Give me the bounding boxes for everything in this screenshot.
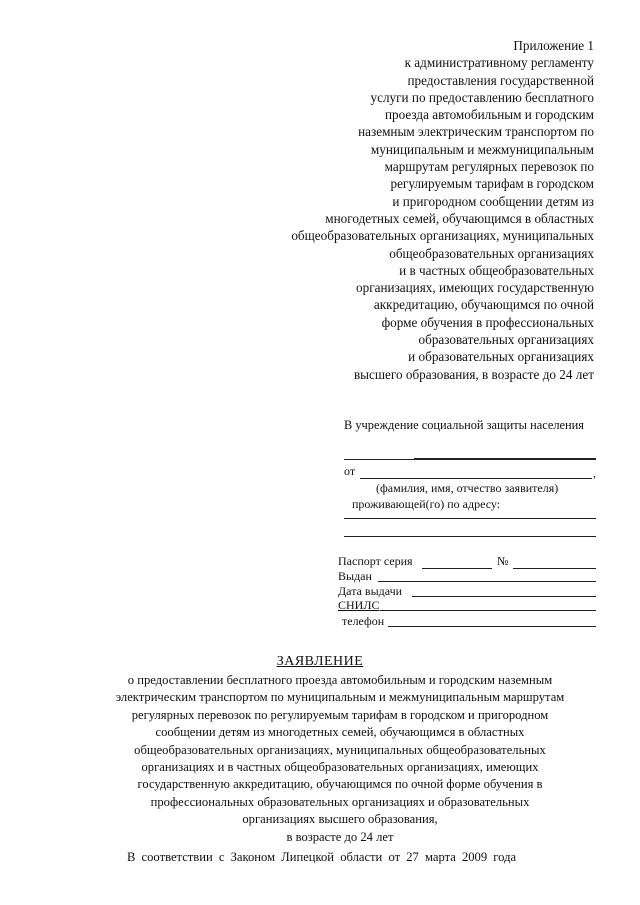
subject-line: электрическим транспортом по муниципальным и межмуниципальным маршрутам bbox=[115, 690, 565, 705]
appendix-line: муниципальным и межмуниципальным bbox=[370, 141, 594, 157]
appendix-line: к административному регламенту bbox=[404, 55, 594, 71]
appendix-line: услуги по предоставлению бесплатного bbox=[370, 89, 594, 105]
appendix-line: форме обучения в профессиональных bbox=[381, 314, 594, 330]
appendix-line: образовательных организациях bbox=[418, 332, 594, 348]
appendix-line: общеобразовательных организациях, муниципальных bbox=[291, 228, 594, 244]
institution-blank-right[interactable] bbox=[414, 458, 596, 460]
appendix-line: организациях, имеющих государственную bbox=[356, 280, 594, 296]
issue-date-field[interactable] bbox=[412, 596, 596, 597]
address-label: проживающей(го) по адресу: bbox=[352, 497, 501, 511]
address-field-line-2[interactable] bbox=[344, 536, 596, 537]
statement-body-first-line: В соответствии с Законом Липецкой области от 27 марта 2009 года bbox=[127, 850, 517, 864]
subject-line: организациях высшего образования, bbox=[242, 812, 438, 827]
subject-line: профессиональных образовательных организациях и образовательных bbox=[150, 794, 530, 809]
name-hint: (фамилия, имя, отчество заявителя) bbox=[376, 481, 559, 495]
appendix-line: наземным электрическим транспортом по bbox=[358, 124, 594, 140]
from-comma: , bbox=[593, 466, 596, 480]
phone-label: телефон bbox=[342, 614, 385, 628]
issued-label: Выдан bbox=[338, 569, 372, 583]
subject-line: о предоставлении бесплатного проезда автомобильным и городским наземным bbox=[127, 673, 553, 687]
subject-line: организациях и в частных общеобразовательных организациях, имеющих bbox=[141, 760, 539, 775]
snils-field[interactable] bbox=[380, 610, 596, 611]
appendix-line: и в частных общеобразовательных bbox=[399, 262, 594, 278]
appendix-line: аккредитацию, обучающимся по очной bbox=[373, 297, 594, 313]
statement-subject bbox=[80, 672, 600, 846]
appendix-line: регулируемым тарифам в городском bbox=[390, 176, 594, 192]
appendix-header bbox=[194, 37, 594, 383]
issued-by-field[interactable] bbox=[378, 581, 596, 582]
appendix-line: многодетных семей, обучающимся в областных bbox=[325, 210, 594, 226]
appendix-line: общеобразовательных организациях bbox=[389, 245, 594, 261]
appendix-line: проезда автомобильным и городским bbox=[384, 107, 594, 123]
address-field-line-1[interactable] bbox=[344, 518, 596, 519]
subject-line: государственную аккредитацию, обучающимся по очной форме обучения в bbox=[137, 777, 543, 792]
appendix-line: и пригородном сообщении детям из bbox=[392, 193, 594, 209]
subject-line: в возрасте до 24 лет bbox=[286, 829, 394, 844]
appendix-line: и образовательных организациях bbox=[408, 349, 594, 365]
passport-number-field[interactable] bbox=[513, 568, 596, 569]
institution-blank-left[interactable] bbox=[344, 459, 414, 460]
passport-series-field[interactable] bbox=[422, 568, 492, 569]
appendix-line: высшего образования, в возрасте до 24 лет bbox=[353, 366, 594, 382]
statement-title-text: ЗАЯВЛЕНИЕ bbox=[276, 654, 364, 669]
passport-number-label: № bbox=[497, 554, 509, 568]
from-label: от bbox=[344, 464, 356, 478]
phone-field[interactable] bbox=[388, 626, 596, 627]
passport-series-label: Паспорт серия bbox=[338, 554, 413, 568]
appendix-line: маршрутам регулярных перевозок по bbox=[384, 159, 594, 175]
subject-line: сообщении детям из многодетных семей, обучающимся в областных bbox=[155, 725, 525, 740]
appendix-line: Приложение 1 bbox=[513, 38, 594, 53]
appendix-line: предоставления государственной bbox=[407, 72, 594, 88]
statement-title bbox=[0, 654, 640, 670]
subject-line: регулярных перевозок по регулируемым тарифам в городском и пригородном bbox=[131, 707, 549, 722]
subject-line: общеобразовательных организациях, муниципальных общеобразовательных bbox=[134, 742, 546, 757]
snils-label: СНИЛС bbox=[338, 598, 380, 612]
applicant-name-field[interactable] bbox=[360, 478, 592, 479]
issue-date-label: Дата выдачи bbox=[338, 584, 403, 598]
to-institution-text: В учреждение социальной защиты населения bbox=[344, 418, 584, 432]
